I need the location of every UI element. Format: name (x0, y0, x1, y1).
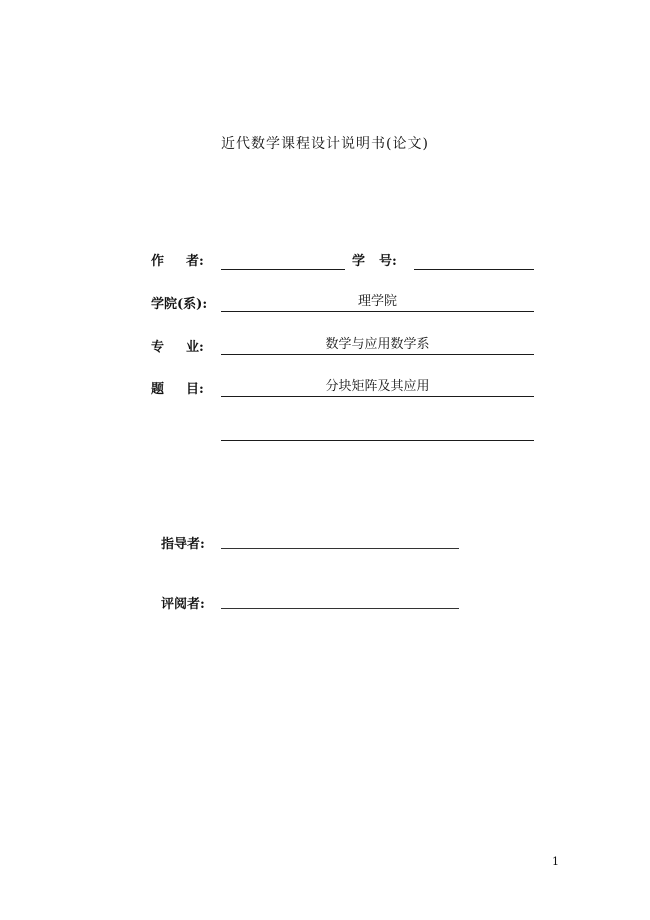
reviewer-field[interactable] (221, 590, 459, 609)
major-label-a: 专 (151, 340, 165, 355)
topic-field-line2[interactable] (221, 422, 534, 441)
college-field[interactable]: 理学院 (221, 293, 534, 312)
author-field[interactable] (221, 251, 345, 270)
student-id-label-a: 学 (352, 254, 366, 269)
author-colon: : (199, 254, 204, 269)
page-number: 1 (552, 855, 559, 868)
advisor-label-text: 指导者 (161, 537, 201, 552)
topic-field[interactable]: 分块矩阵及其应用 (221, 378, 534, 397)
college-label (151, 293, 207, 312)
major-label (151, 336, 204, 355)
major-label-b: 业 (186, 340, 200, 355)
advisor-label (161, 533, 205, 552)
topic-colon: : (199, 382, 204, 397)
document-title: 近代数学课程设计说明书(论文) (221, 136, 429, 152)
topic-label-b: 目 (186, 382, 200, 397)
student-id-label (352, 250, 397, 269)
author-label-b: 者 (186, 254, 200, 269)
reviewer-label (161, 593, 205, 612)
topic-label (151, 378, 204, 397)
advisor-field[interactable] (221, 530, 459, 549)
author-label-a: 作 (151, 254, 165, 269)
advisor-colon: : (200, 537, 205, 552)
student-id-colon: : (392, 254, 397, 269)
college-colon: : (202, 297, 208, 312)
major-field[interactable]: 数学与应用数学系 (221, 336, 534, 355)
reviewer-label-text: 评阅者 (161, 597, 201, 612)
college-label-text: 学院(系) (151, 297, 203, 312)
author-label (151, 250, 204, 269)
topic-label-a: 题 (151, 382, 165, 397)
student-id-label-b: 号 (379, 254, 393, 269)
reviewer-colon: : (200, 597, 205, 612)
student-id-field[interactable] (414, 251, 534, 270)
major-colon: : (199, 340, 204, 355)
